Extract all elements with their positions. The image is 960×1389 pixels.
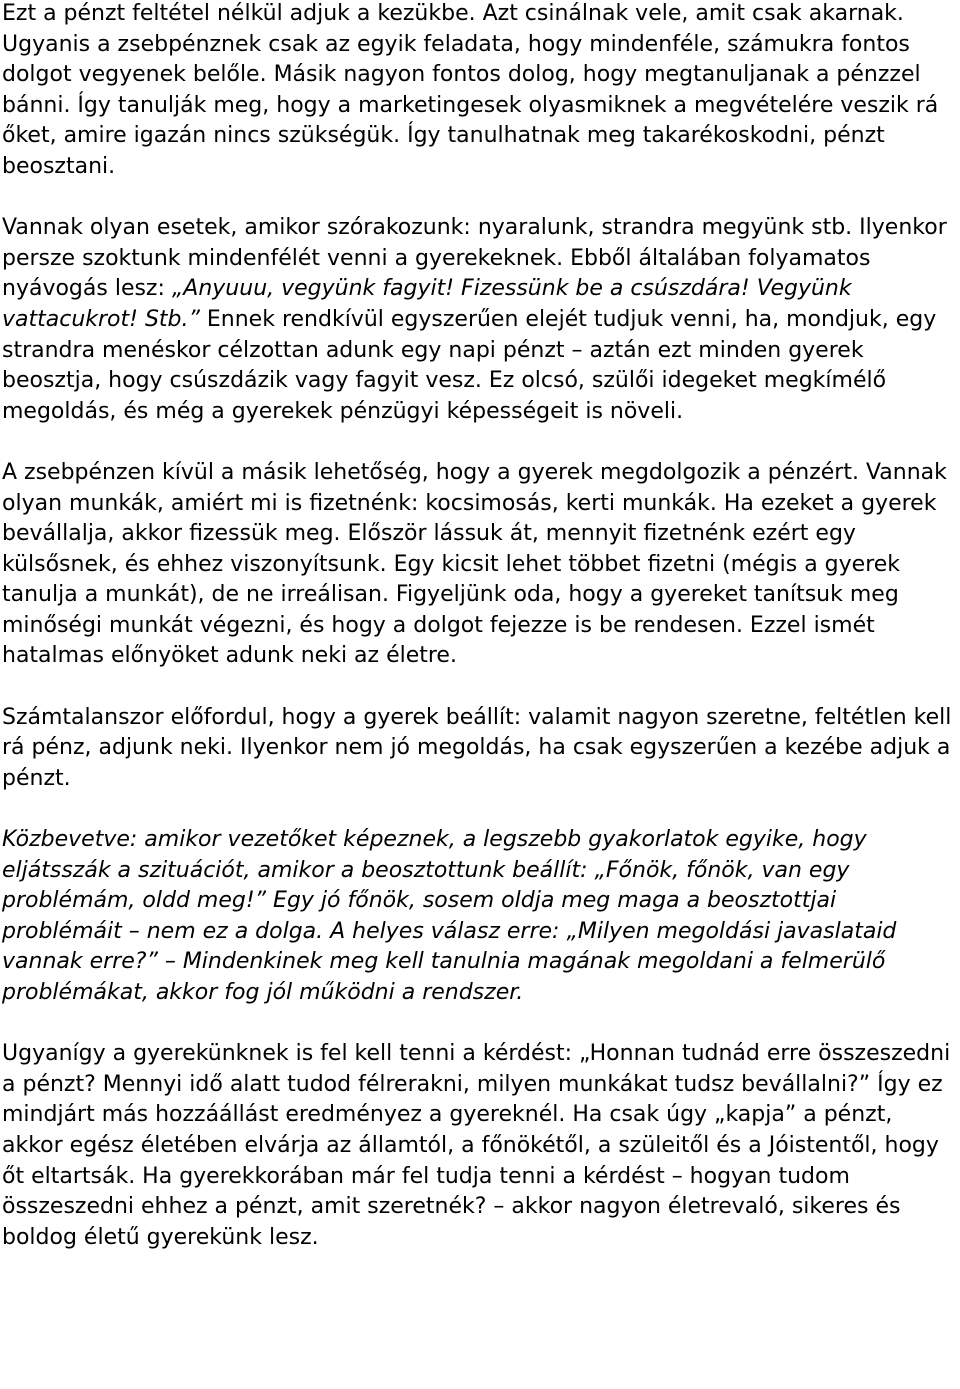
paragraph-text: Vannak olyan esetek, amikor szórakozunk: nyaralunk, strandra megyünk stb. Ilyenkor persze szoktunk mindenfélét venni a gyerekeknek. Ebből általában folyamatos nyávogás lesz: [2, 215, 947, 302]
paragraph-ask-the-question [2, 1039, 954, 1253]
paragraph-pocket-money-purpose [2, 0, 954, 183]
paragraph-text: Ezt a pénzt feltétel nélkül adjuk a kezükbe. Azt csinálnak vele, amit csak akarnak. Ugyanis a zsebpénznek csak az egyik feladata, hogy mindenféle, számukra fontos dolgot vegyenek belőle. Másik nagyon fontos dolog, hogy megtanuljanak a pénzzel bánni. Így tanulják meg, hogy a marketingesek olyasmiknek a megvételére veszik rá őket, amire igazán nincs szükségük. Így tanulhatnak meg takarékoskodni, pénzt beosztani. [2, 1, 939, 179]
paragraph-child-asks-money [2, 703, 954, 795]
paragraph-earning-money [2, 458, 954, 672]
paragraph-text: Közbevetve: amikor vezetőket képeznek, a legszebb gyakorlatok egyike, hogy eljátsszák a szituációt, amikor a beosztottunk beállít: „Főnök, főnök, van egy problémám, oldd meg!” Egy jó főnök, sosem oldja meg maga a beosztottjai problémáit – nem ez a dolga. A helyes válasz erre: „Milyen megoldási javaslataid vannak erre?” – Mindenkinek meg kell tanulnia magának megoldani a felmerülő problémákat, akkor fog jól működni a rendszer. [2, 827, 897, 1005]
paragraph-quote: „Anyuuu, vegyünk fagyit! Fizessünk be a csúszdára! Vegyünk vattacukrot! Stb.” [2, 276, 852, 332]
paragraph-text: Ugyanígy a gyerekünknek is fel kell tenni a kérdést: „Honnan tudnád erre összeszedni a pénzt? Mennyi idő alatt tudod félrerakni, milyen munkákat tudsz bevállalni?” Így ez mindjárt más hozzáállást eredményez a gyereknél. Ha csak úgy „kapja” a pénzt, akkor egész életében elvárja az államtól, a főnökétől, a szüleitől és a Jóistentől, hogy őt eltartsák. Ha gyerekkorában már fel tudja tenni a kérdést – hogyan tudom összeszedni ehhez a pénzt, amit szeretnék? – akkor nagyon életrevaló, sikeres és boldog életű gyerekünk lesz. [2, 1041, 951, 1250]
paragraph-holiday-spending [2, 213, 954, 427]
paragraph-text: A zsebpénzen kívül a másik lehetőség, hogy a gyerek megdolgozik a pénzért. Vannak olyan munkák, amiért mi is fizetnénk: kocsimosás, kerti munkák. Ha ezeket a gyerek bevállalja, akkor fizessük meg. Először lássuk át, mennyit fizetnénk ezért egy külsősnek, és ehhez viszonyítsunk. Egy kicsit lehet többet fizetni (mégis a gyerek tanulja a munkát), de ne irreálisan. Figyeljünk oda, hogy a gyereket tanítsuk meg minőségi munkát végezni, és hogy a dolgot fejezze is be rendesen. Ezzel ismét hatalmas előnyöket adunk neki az életre. [2, 459, 947, 669]
paragraph-text: Ennek rendkívül egyszerűen elejét tudjuk venni, ha, mondjuk, egy strandra menéskor célzottan adunk egy napi pénzt – aztán ezt minden gyerek beosztja, hogy csúszdázik vagy fagyit vesz. Ez olcsó, szülői idegeket megkímélő megoldás, és még a gyerekek pénzügyi képességeit is növeli. [2, 306, 937, 424]
paragraph-text: Számtalanszor előfordul, hogy a gyerek beállít: valamit nagyon szeretne, feltétlen kell rá pénz, adjunk neki. Ilyenkor nem jó megoldás, ha csak egyszerűen a kezébe adjuk a pénzt. [2, 704, 952, 791]
paragraph-leadership-aside [2, 825, 954, 1009]
